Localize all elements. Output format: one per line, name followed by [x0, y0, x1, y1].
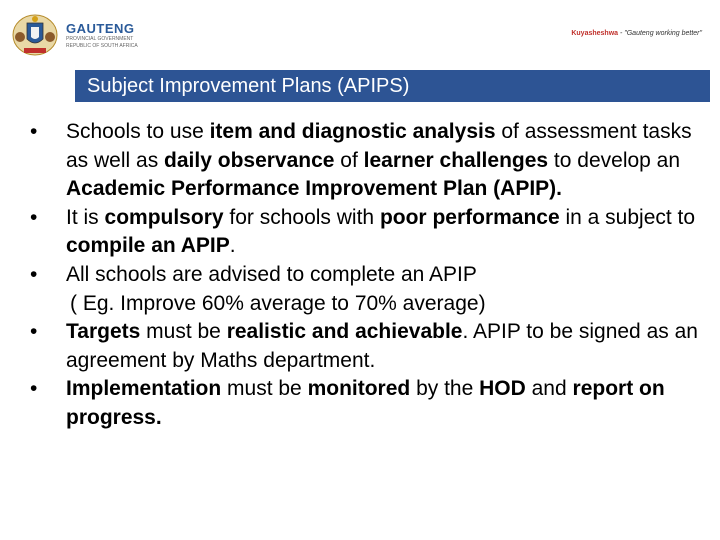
logo-name: GAUTENG	[66, 20, 135, 36]
bullet-item	[30, 118, 710, 204]
slogan	[571, 30, 702, 37]
bullet-text: and	[525, 377, 573, 401]
bullet-text-bold: daily observance	[164, 148, 335, 172]
bullet-text-bold: monitored	[307, 377, 411, 401]
bullet-text: . APIP to be signed as an agreement by Maths department.	[66, 320, 698, 372]
bullet-text: It is	[66, 205, 105, 229]
bullet-text: .	[229, 234, 236, 258]
bullet-text-bold: item and diagnostic analysis	[209, 120, 496, 143]
bullet-text-bold: Implementation	[66, 377, 222, 401]
bullet-text-bold: learner challenges	[363, 148, 549, 172]
bullet-dot: •	[30, 120, 38, 143]
bullet-text-bold: HOD	[479, 377, 526, 401]
header	[0, 0, 720, 72]
logo-subtitle-1: PROVINCIAL GOVERNMENT	[66, 35, 134, 42]
bullet-text: of	[334, 148, 364, 172]
bullet-text-bold: Targets	[66, 320, 141, 344]
bullet-dot: •	[30, 377, 38, 401]
bullet-text-bold: Academic Performance Improvement Plan (APIP).	[66, 177, 562, 201]
bullet-text: must be	[221, 377, 308, 401]
bullet-dot: •	[30, 262, 38, 286]
bullet-text: for schools with	[223, 205, 380, 229]
gauteng-logo	[10, 10, 170, 60]
bullet-text-bold: report on progress.	[66, 377, 665, 429]
bullet-text: Schools to use	[66, 120, 210, 143]
bullet-text-bold: compulsory	[104, 205, 224, 229]
bullet-example-line: ( Eg. Improve 60% average to 70% average)	[70, 291, 486, 315]
slogan-rest: - "Gauteng working better"	[618, 30, 702, 37]
bullet-text: by the	[410, 377, 480, 401]
bullet-item	[30, 204, 710, 261]
bullet-text: All schools are advised to complete an APIP	[66, 262, 477, 286]
bullet-text: of assessment tasks as well as	[66, 120, 692, 172]
bullet-text: in a subject to	[559, 205, 696, 229]
bullet-list	[30, 118, 710, 433]
bullet-dot: •	[30, 205, 38, 229]
bullet-item	[30, 375, 710, 432]
logo-subtitle-2: REPUBLIC OF SOUTH AFRICA	[66, 42, 138, 49]
bullet-text: to develop an	[548, 148, 681, 172]
gauteng-crest-icon	[10, 11, 60, 59]
bullet-text-bold: poor performance	[379, 205, 560, 229]
bullet-text-bold: compile an APIP	[66, 234, 230, 258]
bullet-text-bold: realistic and achievable	[226, 320, 463, 344]
slogan-bold: Kuyasheshwa	[571, 30, 619, 37]
bullet-item	[30, 261, 710, 318]
bullet-dot: •	[30, 320, 38, 344]
bullet-item	[30, 318, 710, 375]
bullet-text: must be	[140, 320, 227, 344]
slide-title: Subject Improvement Plans (APIPS)	[75, 70, 710, 102]
